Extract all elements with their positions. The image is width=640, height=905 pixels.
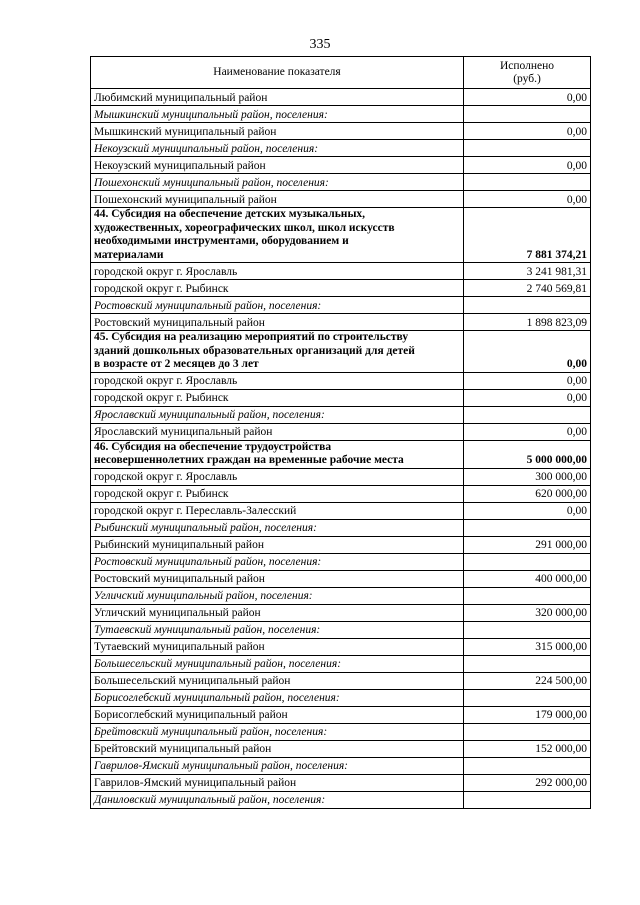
row-name-line: Некоузский муниципальный район, поселения: xyxy=(94,142,319,155)
row-name-line: зданий дошкольных образовательных организаций для детей xyxy=(94,344,415,357)
row-name xyxy=(91,536,464,553)
row-name xyxy=(91,689,464,706)
row-name-line: несовершеннолетних граждан на временные рабочие места xyxy=(94,454,404,466)
row-name xyxy=(91,706,464,723)
row-name-line: Тутаевский муниципальный район xyxy=(94,641,265,653)
table-row xyxy=(91,331,591,373)
row-value xyxy=(464,757,591,774)
row-value: 0,00 xyxy=(464,331,591,373)
table-row xyxy=(91,280,591,297)
row-name-line: Угличский муниципальный район, поселения: xyxy=(94,590,313,602)
row-name-line: 46. Субсидия на обеспечение трудоустройства xyxy=(94,440,332,453)
row-name xyxy=(91,587,464,604)
row-value: 179 000,00 xyxy=(464,706,591,723)
table-row xyxy=(91,621,591,638)
row-value xyxy=(464,406,591,423)
row-name-line: Мышкинский муниципальный район xyxy=(94,125,277,138)
row-value: 7 881 374,21 xyxy=(464,208,591,263)
row-name-line: Ростовский муниципальный район, поселения: xyxy=(94,299,322,312)
header-value-line1: Исполнено xyxy=(499,59,555,72)
table-row xyxy=(91,587,591,604)
row-name-line: городской округ г. Рыбинск xyxy=(94,392,229,404)
table-row xyxy=(91,553,591,570)
row-name xyxy=(91,672,464,689)
table-row xyxy=(91,406,591,423)
row-name-line: 45. Субсидия на реализацию мероприятий по строительству xyxy=(94,331,409,343)
row-value xyxy=(464,297,591,314)
page-number: 335 xyxy=(309,37,331,52)
row-name-line: в возрасте от 2 месяцев до 3 лет xyxy=(94,358,259,370)
row-name-line: Пошехонский муниципальный район xyxy=(94,193,277,206)
row-name xyxy=(91,791,464,808)
header-value-line2: (руб.) xyxy=(513,72,541,85)
table-row xyxy=(91,604,591,621)
row-value: 300 000,00 xyxy=(464,468,591,485)
row-name xyxy=(91,406,464,423)
row-name-line: городской округ г. Рыбинск xyxy=(94,488,229,500)
row-name xyxy=(91,280,464,297)
table-row xyxy=(91,723,591,740)
row-value: 292 000,00 xyxy=(464,774,591,791)
row-name-line: Тутаевский муниципальный район, поселения: xyxy=(94,624,321,636)
row-name xyxy=(91,140,464,157)
row-value xyxy=(464,140,591,157)
row-value: 0,00 xyxy=(464,389,591,406)
row-name-line: городской округ г. Переславль-Залесский xyxy=(94,505,297,517)
row-name-line: Ростовский муниципальный район xyxy=(94,316,265,329)
row-value xyxy=(464,106,591,123)
row-name-line: городской округ г. Рыбинск xyxy=(94,282,229,295)
row-name xyxy=(91,604,464,621)
row-name xyxy=(91,655,464,672)
table-row xyxy=(91,123,591,140)
row-name-line: Большесельский муниципальный район xyxy=(94,675,291,687)
table-row xyxy=(91,536,591,553)
row-name xyxy=(91,774,464,791)
row-value xyxy=(464,587,591,604)
row-name xyxy=(91,157,464,174)
row-value xyxy=(464,655,591,672)
table-row xyxy=(91,191,591,208)
table-row xyxy=(91,655,591,672)
table-row xyxy=(91,706,591,723)
row-name-line: Большесельский муниципальный район, поселения: xyxy=(94,658,342,670)
row-value: 1 898 823,09 xyxy=(464,314,591,331)
row-name-line: Рыбинский муниципальный район xyxy=(94,539,264,551)
row-name-line: материалами xyxy=(94,248,164,261)
row-name-line: Борисоглебский муниципальный район, поселения: xyxy=(94,692,340,704)
table-row xyxy=(91,174,591,191)
row-value: 0,00 xyxy=(464,191,591,208)
row-name xyxy=(91,372,464,389)
row-name-line: Мышкинский муниципальный район, поселения: xyxy=(94,108,328,121)
table-row xyxy=(91,519,591,536)
row-name-line: Некоузский муниципальный район xyxy=(94,159,266,172)
row-name xyxy=(91,723,464,740)
table-row xyxy=(91,89,591,106)
row-name xyxy=(91,570,464,587)
row-value xyxy=(464,174,591,191)
row-name-line: Гаврилов-Ямский муниципальный район xyxy=(94,777,297,789)
row-name-line: художественных, хореографических школ, школ искусств xyxy=(94,221,395,234)
table-row xyxy=(91,468,591,485)
row-name-line: городской округ г. Ярославль xyxy=(94,471,238,483)
row-name xyxy=(91,638,464,655)
row-value: 2 740 569,81 xyxy=(464,280,591,297)
table-row xyxy=(91,263,591,280)
row-value xyxy=(464,621,591,638)
row-name xyxy=(91,263,464,280)
row-name-line: Ростовский муниципальный район xyxy=(94,573,265,585)
table-row xyxy=(91,208,591,263)
row-value: 0,00 xyxy=(464,423,591,440)
row-value: 0,00 xyxy=(464,123,591,140)
row-name xyxy=(91,621,464,638)
row-name xyxy=(91,740,464,757)
row-name xyxy=(91,423,464,440)
table-row xyxy=(91,774,591,791)
header-name: Наименование показателя xyxy=(91,57,464,89)
row-name-line: городской округ г. Ярославль xyxy=(94,375,238,387)
table-row xyxy=(91,570,591,587)
row-value: 0,00 xyxy=(464,372,591,389)
row-name xyxy=(91,485,464,502)
row-value: 5 000 000,00 xyxy=(464,440,591,468)
row-name-line: Гаврилов-Ямский муниципальный район, поселения: xyxy=(94,760,349,772)
row-name xyxy=(91,123,464,140)
row-name xyxy=(91,331,464,373)
table-row xyxy=(91,757,591,774)
table-row xyxy=(91,638,591,655)
row-name xyxy=(91,191,464,208)
row-value: 0,00 xyxy=(464,157,591,174)
row-name xyxy=(91,468,464,485)
row-name-line: 44. Субсидия на обеспечение детских музыкальных, xyxy=(94,208,366,220)
table-row xyxy=(91,106,591,123)
row-value xyxy=(464,791,591,808)
row-value: 291 000,00 xyxy=(464,536,591,553)
row-name xyxy=(91,502,464,519)
row-name-line: Ростовский муниципальный район, поселения: xyxy=(94,556,322,568)
row-name-line: необходимыми инструментами, оборудованием и xyxy=(94,235,349,247)
row-value xyxy=(464,553,591,570)
row-value xyxy=(464,723,591,740)
report-table xyxy=(90,56,591,809)
table-row xyxy=(91,791,591,808)
row-value: 224 500,00 xyxy=(464,672,591,689)
table-row xyxy=(91,297,591,314)
row-value: 620 000,00 xyxy=(464,485,591,502)
row-name xyxy=(91,757,464,774)
row-name xyxy=(91,440,464,468)
table-row xyxy=(91,502,591,519)
row-value xyxy=(464,689,591,706)
table-row xyxy=(91,372,591,389)
table-row xyxy=(91,314,591,331)
table-row xyxy=(91,740,591,757)
table-row xyxy=(91,389,591,406)
row-value: 400 000,00 xyxy=(464,570,591,587)
table-row xyxy=(91,689,591,706)
row-name-line: Ярославский муниципальный район xyxy=(94,426,273,438)
row-name-line: Любимский муниципальный район xyxy=(94,91,268,104)
row-name-line: Даниловский муниципальный район, поселения: xyxy=(94,794,326,806)
table-row xyxy=(91,423,591,440)
row-name xyxy=(91,106,464,123)
row-name-line: Борисоглебский муниципальный район xyxy=(94,709,288,721)
row-name xyxy=(91,89,464,106)
row-value: 3 241 981,31 xyxy=(464,263,591,280)
row-value: 0,00 xyxy=(464,502,591,519)
row-name-line: Рыбинский муниципальный район, поселения: xyxy=(94,522,317,534)
row-name-line: Ярославский муниципальный район, поселения: xyxy=(94,409,325,421)
report-table-body xyxy=(91,57,591,809)
row-name xyxy=(91,519,464,536)
row-name-line: Брейтовский муниципальный район xyxy=(94,743,272,755)
header-value xyxy=(464,57,591,89)
row-value xyxy=(464,519,591,536)
row-name-line: Брейтовский муниципальный район, поселения: xyxy=(94,726,328,738)
row-name xyxy=(91,174,464,191)
row-name xyxy=(91,553,464,570)
row-name-line: городской округ г. Ярославль xyxy=(94,265,238,278)
table-row xyxy=(91,440,591,468)
table-row xyxy=(91,157,591,174)
row-value: 320 000,00 xyxy=(464,604,591,621)
row-name xyxy=(91,314,464,331)
row-name-line: Угличский муниципальный район xyxy=(94,607,261,619)
row-name-line: Пошехонский муниципальный район, поселения: xyxy=(94,176,329,189)
row-value: 315 000,00 xyxy=(464,638,591,655)
row-value: 152 000,00 xyxy=(464,740,591,757)
table-row xyxy=(91,672,591,689)
row-name xyxy=(91,297,464,314)
row-name xyxy=(91,389,464,406)
table-row xyxy=(91,140,591,157)
table-header-row xyxy=(91,57,591,89)
row-name xyxy=(91,208,464,263)
row-value: 0,00 xyxy=(464,89,591,106)
table-row xyxy=(91,485,591,502)
